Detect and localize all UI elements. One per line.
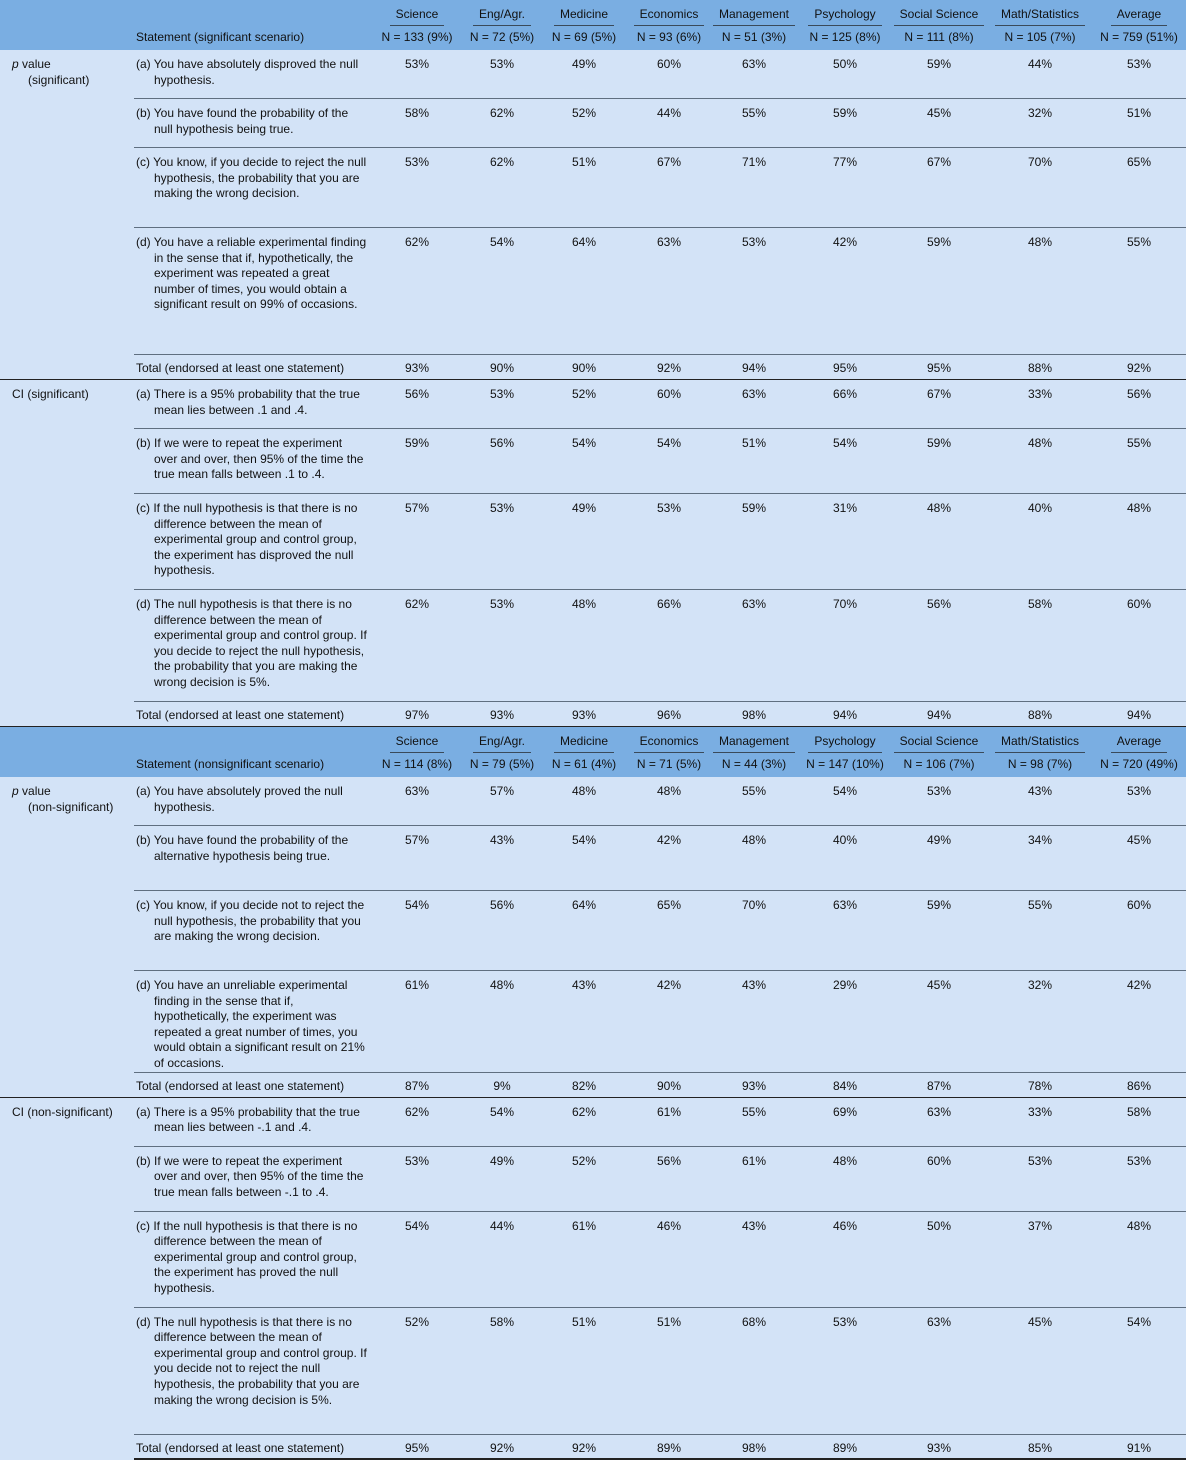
col-header: Eng/Agr. N = 79 (5%) <box>466 727 538 778</box>
value-cell: 48% <box>630 777 708 826</box>
statement-text: (b) If we were to repeat the experiment over and over, then 95% of the time the true mean falls between .1 to .4. <box>136 436 364 482</box>
value-cell: 63% <box>890 1307 988 1434</box>
value-cell: 58% <box>1092 1097 1186 1146</box>
n-label: N = 44 (3%) <box>721 757 787 772</box>
value-cell: 62% <box>368 1097 466 1146</box>
value-cell: 54% <box>466 1097 538 1146</box>
value-cell: 59% <box>708 494 800 590</box>
value-cell: 49% <box>538 494 630 590</box>
value-cell: 68% <box>708 1307 800 1434</box>
total-value-cell: 94% <box>708 355 800 380</box>
category-label-text: value <box>18 57 51 71</box>
col-header: Psychology N = 147 (10%) <box>800 727 890 778</box>
total-value-cell: 82% <box>538 1072 630 1097</box>
n-label: N = 61 (4%) <box>551 757 617 772</box>
value-cell: 59% <box>890 891 988 971</box>
value-cell: 45% <box>890 971 988 1073</box>
header-row-nonsignificant <box>0 727 1186 778</box>
col-header: Economics N = 93 (6%) <box>630 0 708 50</box>
value-cell: 59% <box>890 50 988 99</box>
value-cell: 53% <box>1092 777 1186 826</box>
statement-text: (c) If the null hypothesis is that there is no difference between the mean of experimental group and control group, the experiment has disproved the null hypothesis. <box>136 501 358 578</box>
value-cell: 57% <box>466 777 538 826</box>
col-header: Social Science N = 111 (8%) <box>890 0 988 50</box>
total-value-cell: 93% <box>466 702 538 727</box>
statement-cell <box>134 494 368 590</box>
value-cell: 66% <box>800 380 890 429</box>
total-value-cell: 87% <box>368 1072 466 1097</box>
value-cell: 54% <box>630 429 708 494</box>
value-cell: 60% <box>630 380 708 429</box>
table-row <box>0 971 1186 1073</box>
value-cell: 58% <box>988 590 1092 702</box>
value-cell: 43% <box>538 971 630 1073</box>
value-cell: 61% <box>368 971 466 1073</box>
statement-cell <box>134 50 368 99</box>
total-value-cell: 93% <box>538 702 630 727</box>
nonsignificant-body <box>0 777 1186 1459</box>
total-value-cell: 9% <box>466 1072 538 1097</box>
category-label-text: CI (significant) <box>12 387 89 401</box>
col-header: Management N = 44 (3%) <box>708 727 800 778</box>
value-cell: 63% <box>708 50 800 99</box>
statement-cell <box>134 1211 368 1307</box>
value-cell: 42% <box>630 971 708 1073</box>
value-cell: 45% <box>1092 826 1186 891</box>
value-cell: 53% <box>466 50 538 99</box>
table-row <box>0 777 1186 826</box>
value-cell: 42% <box>800 228 890 355</box>
total-row <box>0 702 1186 727</box>
total-label: Total (endorsed at least one statement) <box>134 1434 368 1459</box>
statement-text: (c) You know, if you decide to reject the null hypothesis, the probability that you are making the wrong decision. <box>136 155 367 201</box>
total-value-cell: 98% <box>708 1434 800 1459</box>
value-cell: 66% <box>630 590 708 702</box>
total-value-cell: 90% <box>466 355 538 380</box>
category-label-text: CI (non-significant) <box>12 1104 113 1119</box>
total-value-cell: 89% <box>630 1434 708 1459</box>
value-cell: 54% <box>1092 1307 1186 1434</box>
value-cell: 54% <box>538 429 630 494</box>
total-value-cell: 90% <box>538 355 630 380</box>
value-cell: 45% <box>988 1307 1092 1434</box>
value-cell: 51% <box>1092 99 1186 148</box>
value-cell: 53% <box>630 494 708 590</box>
value-cell: 48% <box>1092 494 1186 590</box>
value-cell: 70% <box>708 891 800 971</box>
value-cell: 52% <box>368 1307 466 1434</box>
value-cell: 53% <box>466 494 538 590</box>
n-label: N = 105 (7%) <box>1004 30 1076 45</box>
value-cell: 48% <box>800 1146 890 1211</box>
nonsignificant-section <box>0 727 1186 778</box>
header-row-significant <box>0 0 1186 50</box>
total-label: Total (endorsed at least one statement) <box>134 1072 368 1097</box>
value-cell: 55% <box>1092 429 1186 494</box>
value-cell: 29% <box>800 971 890 1073</box>
value-cell: 60% <box>1092 891 1186 971</box>
table-row <box>0 494 1186 590</box>
category-label-text: value <box>18 784 51 798</box>
value-cell: 42% <box>630 826 708 891</box>
col-header: Math/Statistics N = 105 (7%) <box>988 0 1092 50</box>
value-cell: 43% <box>466 826 538 891</box>
statement-header: Statement (nonsignificant scenario) <box>134 727 368 778</box>
value-cell: 67% <box>890 380 988 429</box>
statement-cell <box>134 971 368 1073</box>
value-cell: 59% <box>890 429 988 494</box>
table-row <box>0 1307 1186 1434</box>
value-cell: 54% <box>538 826 630 891</box>
value-cell: 51% <box>538 148 630 228</box>
total-value-cell: 95% <box>368 1434 466 1459</box>
value-cell: 53% <box>1092 50 1186 99</box>
value-cell: 53% <box>368 50 466 99</box>
value-cell: 40% <box>800 826 890 891</box>
value-cell: 64% <box>538 228 630 355</box>
value-cell: 58% <box>466 1307 538 1434</box>
total-value-cell: 94% <box>890 702 988 727</box>
value-cell: 63% <box>800 891 890 971</box>
value-cell: 34% <box>988 826 1092 891</box>
category-label <box>0 50 134 380</box>
table-row <box>0 891 1186 971</box>
col-header: Medicine N = 69 (5%) <box>538 0 630 50</box>
total-value-cell: 88% <box>988 355 1092 380</box>
value-cell: 53% <box>800 1307 890 1434</box>
value-cell: 53% <box>466 380 538 429</box>
value-cell: 46% <box>800 1211 890 1307</box>
value-cell: 44% <box>630 99 708 148</box>
value-cell: 65% <box>630 891 708 971</box>
value-cell: 53% <box>368 148 466 228</box>
value-cell: 63% <box>708 590 800 702</box>
value-cell: 55% <box>1092 228 1186 355</box>
value-cell: 49% <box>890 826 988 891</box>
statement-cell <box>134 380 368 429</box>
value-cell: 43% <box>708 1211 800 1307</box>
statement-text: (c) If the null hypothesis is that there is no difference between the mean of experimental group and control group, the experiment has proved the null hypothesis. <box>136 1218 358 1295</box>
n-label: N = 69 (5%) <box>551 30 617 45</box>
value-cell: 62% <box>368 228 466 355</box>
statement-text: (d) The null hypothesis is that there is no difference between the mean of experimental group and control group. If you decide to reject the null hypothesis, the probability that you are making the wrong decision is 5%. <box>136 597 367 689</box>
statement-header: Statement (significant scenario) <box>134 0 368 50</box>
value-cell: 55% <box>708 777 800 826</box>
value-cell: 62% <box>466 148 538 228</box>
total-value-cell: 91% <box>1092 1434 1186 1459</box>
value-cell: 55% <box>988 891 1092 971</box>
value-cell: 53% <box>890 777 988 826</box>
n-label: N = 106 (7%) <box>903 757 975 772</box>
table-row <box>0 1211 1186 1307</box>
total-value-cell: 86% <box>1092 1072 1186 1097</box>
total-value-cell: 93% <box>368 355 466 380</box>
value-cell: 50% <box>800 50 890 99</box>
table-row <box>0 590 1186 702</box>
table-row <box>0 1146 1186 1211</box>
statement-cell <box>134 1097 368 1146</box>
total-row <box>0 355 1186 380</box>
value-cell: 60% <box>890 1146 988 1211</box>
value-cell: 53% <box>466 590 538 702</box>
statement-text: (b) If we were to repeat the experiment over and over, then 95% of the time the true mean falls between -.1 to .4. <box>136 1153 364 1199</box>
total-value-cell: 93% <box>890 1434 988 1459</box>
col-header: Science N = 114 (8%) <box>368 727 466 778</box>
col-header: Average N = 720 (49%) <box>1092 727 1186 778</box>
table-row <box>0 228 1186 355</box>
n-label: N = 71 (5%) <box>636 757 702 772</box>
value-cell: 77% <box>800 148 890 228</box>
n-label: N = 111 (8%) <box>904 30 974 45</box>
value-cell: 32% <box>988 99 1092 148</box>
total-value-cell: 97% <box>368 702 466 727</box>
total-value-cell: 98% <box>708 702 800 727</box>
table-row <box>0 99 1186 148</box>
statement-text: (b) You have found the probability of the alternative hypothesis being true. <box>136 833 349 863</box>
value-cell: 64% <box>538 891 630 971</box>
statement-cell <box>134 590 368 702</box>
statement-cell <box>134 891 368 971</box>
statement-text: (d) The null hypothesis is that there is no difference between the mean of experimental group and control group. If you decide not to reject the null hypothesis, the probability that you are making the wrong decision is 5%. <box>136 1314 367 1407</box>
significant-section <box>0 0 1186 50</box>
value-cell: 43% <box>988 777 1092 826</box>
category-label-line2: (non-significant) <box>28 799 114 814</box>
statement-text: (d) You have a reliable experimental finding in the sense that if, hypothetically, the experiment was repeated a great number of times, you would obtain a significant result on 99% of occasions. <box>136 235 367 312</box>
statement-cell <box>134 777 368 826</box>
table-row <box>0 148 1186 228</box>
value-cell: 33% <box>988 380 1092 429</box>
value-cell: 54% <box>368 1211 466 1307</box>
total-value-cell: 84% <box>800 1072 890 1097</box>
total-value-cell: 90% <box>630 1072 708 1097</box>
statement-text: (b) You have found the probability of the null hypothesis being true. <box>136 106 349 136</box>
value-cell: 57% <box>368 826 466 891</box>
total-label: Total (endorsed at least one statement) <box>134 355 368 380</box>
value-cell: 56% <box>368 380 466 429</box>
statement-cell <box>134 228 368 355</box>
col-header: Management N = 51 (3%) <box>708 0 800 50</box>
col-header: Medicine N = 61 (4%) <box>538 727 630 778</box>
header-blank <box>0 0 134 50</box>
value-cell: 56% <box>890 590 988 702</box>
value-cell: 31% <box>800 494 890 590</box>
value-cell: 48% <box>988 429 1092 494</box>
value-cell: 58% <box>368 99 466 148</box>
total-value-cell: 85% <box>988 1434 1092 1459</box>
total-value-cell: 78% <box>988 1072 1092 1097</box>
value-cell: 48% <box>988 228 1092 355</box>
value-cell: 57% <box>368 494 466 590</box>
statement-cell <box>134 1307 368 1434</box>
value-cell: 67% <box>890 148 988 228</box>
value-cell: 54% <box>800 777 890 826</box>
value-cell: 52% <box>538 1146 630 1211</box>
value-cell: 53% <box>1092 1146 1186 1211</box>
value-cell: 51% <box>630 1307 708 1434</box>
total-value-cell: 95% <box>890 355 988 380</box>
total-value-cell: 89% <box>800 1434 890 1459</box>
value-cell: 61% <box>630 1097 708 1146</box>
value-cell: 56% <box>1092 380 1186 429</box>
value-cell: 62% <box>538 1097 630 1146</box>
col-header: Psychology N = 125 (8%) <box>800 0 890 50</box>
value-cell: 71% <box>708 148 800 228</box>
total-value-cell: 94% <box>1092 702 1186 727</box>
statement-cell <box>134 1146 368 1211</box>
category-label <box>0 380 134 727</box>
statement-cell <box>134 99 368 148</box>
value-cell: 70% <box>800 590 890 702</box>
value-cell: 53% <box>708 228 800 355</box>
col-header: Math/Statistics N = 98 (7%) <box>988 727 1092 778</box>
value-cell: 70% <box>988 148 1092 228</box>
table-row <box>0 50 1186 99</box>
value-cell: 60% <box>630 50 708 99</box>
value-cell: 44% <box>988 50 1092 99</box>
value-cell: 44% <box>466 1211 538 1307</box>
value-cell: 33% <box>988 1097 1092 1146</box>
statement-text: (d) You have an unreliable experimental finding in the sense that if, hypothetically, the experiment was repeated a great number of times, you would obtain a significant result on 21% of occasions. <box>136 978 365 1070</box>
statement-text: (a) You have absolutely disproved the null hypothesis. <box>136 57 359 87</box>
value-cell: 52% <box>538 99 630 148</box>
value-cell: 48% <box>466 971 538 1073</box>
value-cell: 65% <box>1092 148 1186 228</box>
category-label-line2: (significant) <box>28 72 90 87</box>
total-value-cell: 92% <box>630 355 708 380</box>
table-row <box>0 429 1186 494</box>
category-label <box>0 1097 134 1459</box>
value-cell: 48% <box>538 590 630 702</box>
n-label: N = 147 (10%) <box>806 757 884 772</box>
table-row <box>0 380 1186 429</box>
total-value-cell: 87% <box>890 1072 988 1097</box>
total-value-cell: 96% <box>630 702 708 727</box>
statement-text: (a) There is a 95% probability that the true mean lies between -.1 and .4. <box>136 1104 360 1135</box>
total-row <box>0 1434 1186 1459</box>
value-cell: 53% <box>988 1146 1092 1211</box>
total-value-cell: 92% <box>466 1434 538 1459</box>
value-cell: 55% <box>708 99 800 148</box>
value-cell: 59% <box>368 429 466 494</box>
n-label: N = 98 (7%) <box>1007 757 1073 772</box>
total-row <box>0 1072 1186 1097</box>
value-cell: 49% <box>538 50 630 99</box>
value-cell: 63% <box>630 228 708 355</box>
value-cell: 60% <box>1092 590 1186 702</box>
value-cell: 40% <box>988 494 1092 590</box>
table-row <box>0 826 1186 891</box>
col-header: Science N = 133 (9%) <box>368 0 466 50</box>
total-value-cell: 94% <box>800 702 890 727</box>
n-label: N = 133 (9%) <box>381 30 453 45</box>
n-label: N = 114 (8%) <box>381 757 453 772</box>
col-header: Social Science N = 106 (7%) <box>890 727 988 778</box>
header-blank <box>0 727 134 778</box>
value-cell: 48% <box>538 777 630 826</box>
value-cell: 46% <box>630 1211 708 1307</box>
n-label: N = 93 (6%) <box>636 30 702 45</box>
statement-cell <box>134 148 368 228</box>
value-cell: 54% <box>800 429 890 494</box>
value-cell: 63% <box>368 777 466 826</box>
value-cell: 49% <box>466 1146 538 1211</box>
col-header: Eng/Agr. N = 72 (5%) <box>466 0 538 50</box>
total-label: Total (endorsed at least one statement) <box>134 702 368 727</box>
value-cell: 67% <box>630 148 708 228</box>
total-value-cell: 92% <box>1092 355 1186 380</box>
n-label: N = 51 (3%) <box>721 30 787 45</box>
value-cell: 59% <box>800 99 890 148</box>
value-cell: 59% <box>890 228 988 355</box>
value-cell: 55% <box>708 1097 800 1146</box>
value-cell: 54% <box>368 891 466 971</box>
value-cell: 61% <box>538 1211 630 1307</box>
n-label: N = 72 (5%) <box>469 30 535 45</box>
value-cell: 69% <box>800 1097 890 1146</box>
value-cell: 54% <box>466 228 538 355</box>
category-label-italic: p <box>12 57 19 71</box>
value-cell: 37% <box>988 1211 1092 1307</box>
value-cell: 51% <box>538 1307 630 1434</box>
value-cell: 61% <box>708 1146 800 1211</box>
value-cell: 48% <box>890 494 988 590</box>
col-header: Average N = 759 (51%) <box>1092 0 1186 50</box>
value-cell: 32% <box>988 971 1092 1073</box>
n-label: N = 759 (51%) <box>1100 30 1178 45</box>
total-value-cell: 93% <box>708 1072 800 1097</box>
value-cell: 56% <box>466 429 538 494</box>
category-label-italic: p <box>12 784 19 798</box>
col-header: Economics N = 71 (5%) <box>630 727 708 778</box>
category-label <box>0 777 134 1097</box>
statement-cell <box>134 429 368 494</box>
value-cell: 56% <box>466 891 538 971</box>
value-cell: 62% <box>466 99 538 148</box>
value-cell: 53% <box>368 1146 466 1211</box>
value-cell: 51% <box>708 429 800 494</box>
n-label: N = 720 (49%) <box>1100 757 1178 772</box>
value-cell: 56% <box>630 1146 708 1211</box>
value-cell: 48% <box>708 826 800 891</box>
total-value-cell: 95% <box>800 355 890 380</box>
value-cell: 42% <box>1092 971 1186 1073</box>
value-cell: 45% <box>890 99 988 148</box>
value-cell: 63% <box>708 380 800 429</box>
table-row <box>0 1097 1186 1146</box>
value-cell: 52% <box>538 380 630 429</box>
value-cell: 43% <box>708 971 800 1073</box>
statement-cell <box>134 826 368 891</box>
value-cell: 62% <box>368 590 466 702</box>
statement-text: (c) You know, if you decide not to reject the null hypothesis, the probability that you are making the wrong decision. <box>136 898 365 944</box>
total-value-cell: 92% <box>538 1434 630 1459</box>
value-cell: 50% <box>890 1211 988 1307</box>
n-label: N = 125 (8%) <box>809 30 881 45</box>
total-value-cell: 88% <box>988 702 1092 727</box>
significant-body <box>0 50 1186 727</box>
value-cell: 63% <box>890 1097 988 1146</box>
statement-text: (a) There is a 95% probability that the true mean lies between .1 and .4. <box>136 387 360 417</box>
statement-text: (a) You have absolutely proved the null hypothesis. <box>136 784 343 814</box>
value-cell: 48% <box>1092 1211 1186 1307</box>
n-label: N = 79 (5%) <box>469 757 535 772</box>
